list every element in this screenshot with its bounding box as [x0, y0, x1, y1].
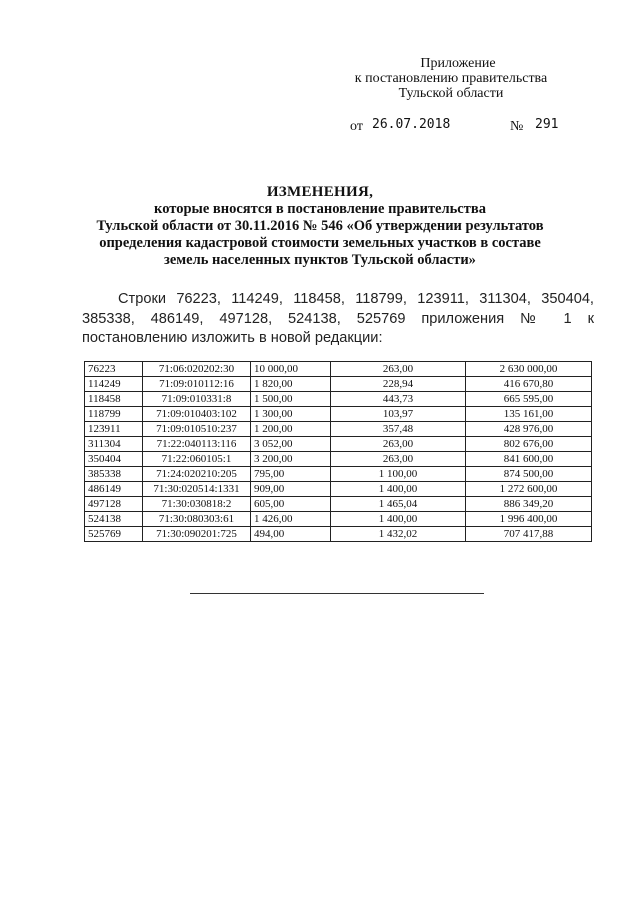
- table-cell: 416 670,80: [466, 377, 592, 392]
- table-cell: 103,97: [331, 407, 466, 422]
- table-cell: 486149: [85, 482, 143, 497]
- table-row: [85, 392, 592, 407]
- table-cell: 1 820,00: [251, 377, 331, 392]
- table-cell: 71:09:010510:237: [143, 422, 251, 437]
- table-cell: 3 200,00: [251, 452, 331, 467]
- title-heading: ИЗМЕНЕНИЯ,: [266, 184, 374, 200]
- table-cell: 118458: [85, 392, 143, 407]
- table-body: [85, 362, 592, 542]
- table-cell: 263,00: [331, 452, 466, 467]
- table-cell: 428 976,00: [466, 422, 592, 437]
- title-line-3: определения кадастровой стоимости земельных участков в составе: [99, 235, 541, 251]
- table-row: [85, 512, 592, 527]
- table-cell: 494,00: [251, 527, 331, 542]
- table-row: [85, 482, 592, 497]
- appendix-header: [336, 56, 566, 101]
- body-paragraph: Строки 76223, 114249, 118458, 118799, 123911, 311304, 350404, 385338, 486149, 497128, 524138, 525769 приложения № 1 к постановлению изложить в новой редакции:: [82, 291, 594, 346]
- table-cell: 71:30:030818:2: [143, 497, 251, 512]
- table-cell: 524138: [85, 512, 143, 527]
- table-cell: 1 100,00: [331, 467, 466, 482]
- table-cell: 357,48: [331, 422, 466, 437]
- table-cell: 385338: [85, 467, 143, 482]
- appendix-line-1: Приложение: [420, 56, 496, 71]
- table-cell: 263,00: [331, 362, 466, 377]
- appendix-line-3: Тульской области: [398, 86, 504, 101]
- appendix-line-2: к постановлению правительства: [354, 71, 548, 86]
- document-title: [90, 184, 550, 269]
- date-number-line: [350, 117, 560, 137]
- table-cell: 497128: [85, 497, 143, 512]
- table-cell: 1 300,00: [251, 407, 331, 422]
- table-cell: 665 595,00: [466, 392, 592, 407]
- table-cell: 71:09:010112:16: [143, 377, 251, 392]
- table-cell: 1 996 400,00: [466, 512, 592, 527]
- table-cell: 118799: [85, 407, 143, 422]
- table-cell: 1 200,00: [251, 422, 331, 437]
- title-line-1: которые вносятся в постановление правительства: [154, 201, 486, 217]
- table-cell: 71:06:020202:30: [143, 362, 251, 377]
- table-row: [85, 362, 592, 377]
- table-cell: 841 600,00: [466, 452, 592, 467]
- table-cell: 263,00: [331, 437, 466, 452]
- table-cell: 909,00: [251, 482, 331, 497]
- table-cell: 123911: [85, 422, 143, 437]
- table-cell: 3 052,00: [251, 437, 331, 452]
- table-cell: 1 500,00: [251, 392, 331, 407]
- table-cell: 311304: [85, 437, 143, 452]
- table-cell: 802 676,00: [466, 437, 592, 452]
- table-row: [85, 437, 592, 452]
- table-row: [85, 377, 592, 392]
- document-date: 26.07.2018: [372, 117, 451, 132]
- table-cell: 1 400,00: [331, 512, 466, 527]
- table-cell: 114249: [85, 377, 143, 392]
- cadastral-table: [84, 361, 592, 542]
- table-row: [85, 497, 592, 512]
- table-cell: 71:24:020210:205: [143, 467, 251, 482]
- table-cell: 71:22:060105:1: [143, 452, 251, 467]
- table-cell: 1 432,02: [331, 527, 466, 542]
- table-cell: 1 272 600,00: [466, 482, 592, 497]
- document-number: 291: [535, 117, 559, 132]
- table-row: [85, 467, 592, 482]
- table-cell: 228,94: [331, 377, 466, 392]
- title-line-2: Тульской области от 30.11.2016 № 546 «Об утверждении результатов: [96, 218, 544, 234]
- table-row: [85, 422, 592, 437]
- title-line-4: земель населенных пунктов Тульской области»: [164, 252, 476, 268]
- closing-divider: [190, 593, 484, 594]
- table-cell: 71:09:010331:8: [143, 392, 251, 407]
- table-cell: 71:30:090201:725: [143, 527, 251, 542]
- table-cell: 135 161,00: [466, 407, 592, 422]
- table-cell: 1 426,00: [251, 512, 331, 527]
- table-cell: 707 417,88: [466, 527, 592, 542]
- table-cell: 71:30:020514:1331: [143, 482, 251, 497]
- table-row: [85, 407, 592, 422]
- table-row: [85, 527, 592, 542]
- table-row: [85, 452, 592, 467]
- number-sign: №: [510, 119, 524, 134]
- table-cell: 795,00: [251, 467, 331, 482]
- table-cell: 2 630 000,00: [466, 362, 592, 377]
- table-cell: 525769: [85, 527, 143, 542]
- table-cell: 76223: [85, 362, 143, 377]
- date-prefix: от: [350, 119, 363, 134]
- table-cell: 605,00: [251, 497, 331, 512]
- table-cell: 1 400,00: [331, 482, 466, 497]
- table-cell: 71:22:040113:116: [143, 437, 251, 452]
- table-cell: 10 000,00: [251, 362, 331, 377]
- table-cell: 874 500,00: [466, 467, 592, 482]
- table-cell: 443,73: [331, 392, 466, 407]
- table-cell: 71:30:080303:61: [143, 512, 251, 527]
- table-cell: 1 465,04: [331, 497, 466, 512]
- table-cell: 71:09:010403:102: [143, 407, 251, 422]
- table-cell: 886 349,20: [466, 497, 592, 512]
- table-cell: 350404: [85, 452, 143, 467]
